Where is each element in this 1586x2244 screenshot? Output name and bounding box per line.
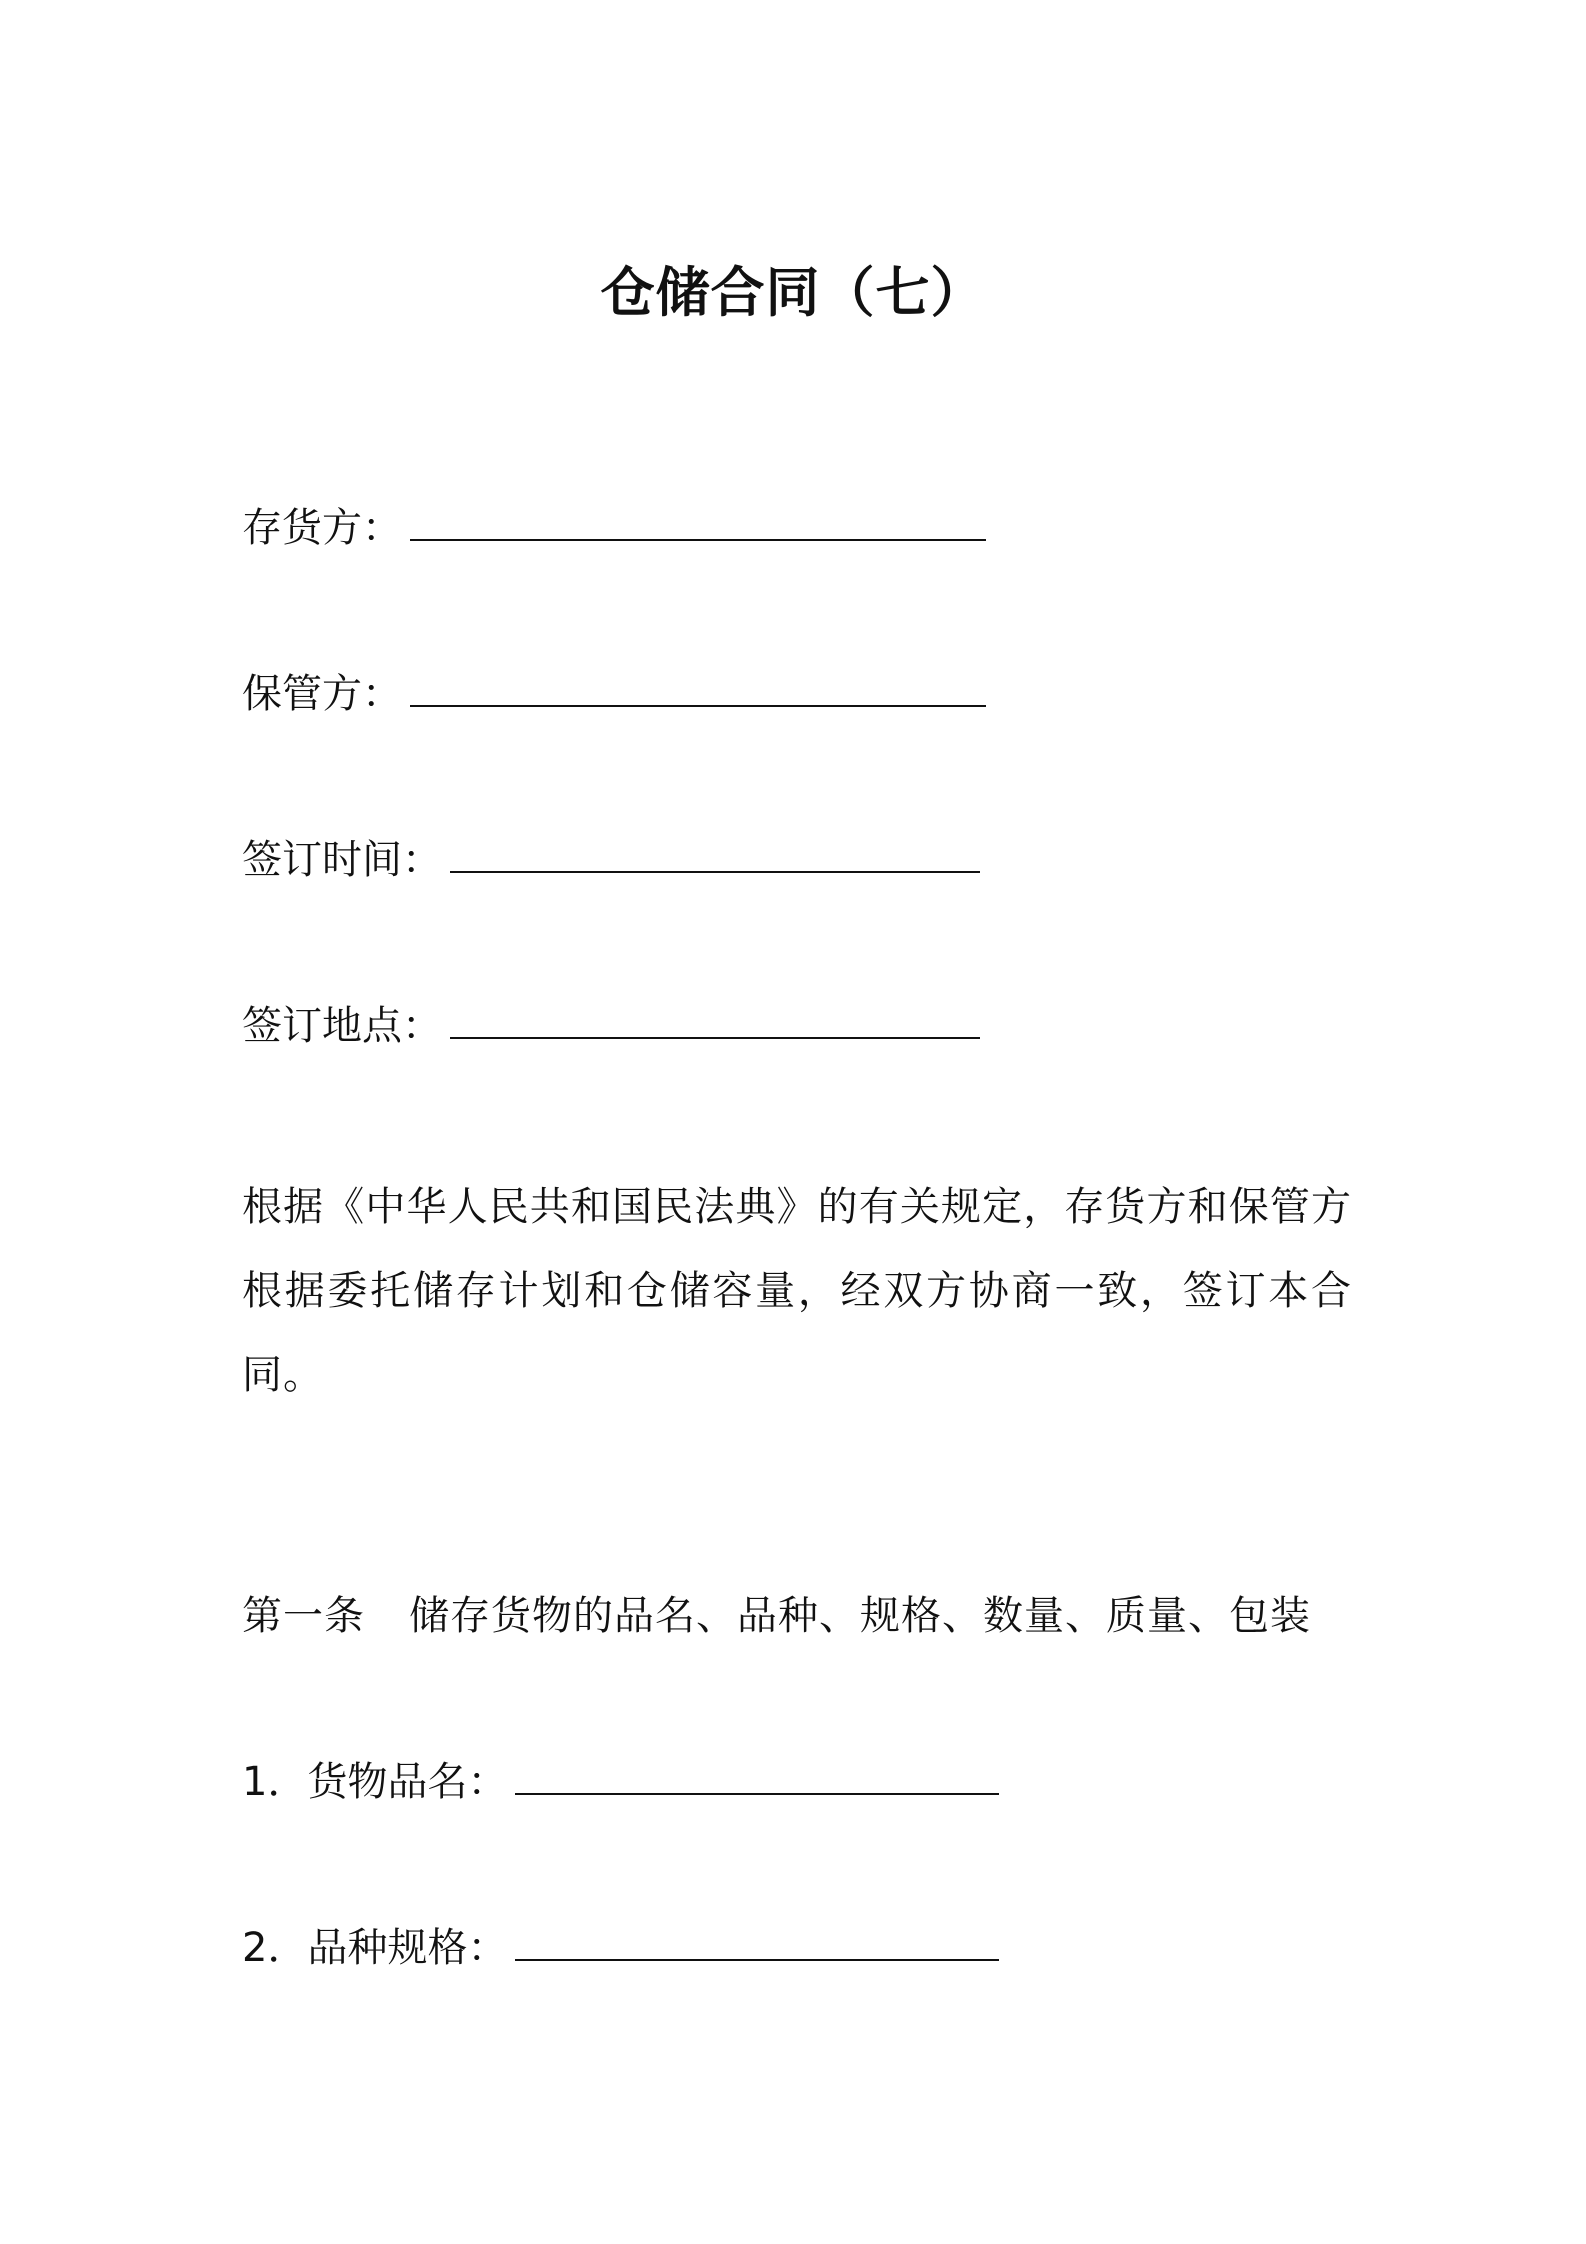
item-variety-spec-label: 2．品种规格：: [242, 1925, 508, 1971]
item-goods-name: [242, 1754, 999, 1810]
field-signing-place-blank[interactable]: [450, 1001, 980, 1039]
field-depositor-blank[interactable]: [410, 503, 986, 541]
field-custodian-blank[interactable]: [410, 669, 986, 707]
item-variety-spec: [242, 1920, 999, 1976]
article-1-number: 第一条: [242, 1593, 365, 1639]
item-goods-name-blank[interactable]: [515, 1757, 999, 1795]
item-goods-name-label: 1．货物品名：: [242, 1759, 508, 1805]
field-signing-place: [242, 998, 980, 1054]
field-signing-time: [242, 832, 980, 888]
field-signing-time-label: 签订时间：: [242, 837, 442, 883]
field-custodian: [242, 666, 986, 722]
document-title: 仓储合同（七）: [600, 261, 986, 324]
field-depositor-label: 存货方：: [242, 505, 402, 551]
article-1-title: 储存货物的品名、品种、规格、数量、质量、包装: [409, 1593, 1311, 1639]
preamble-paragraph: 根据《中华人民共和国民法典》的有关规定，存货方和保管方根据委托储存计划和仓储容量，经双方协商一致，签订本合同。: [242, 1184, 1352, 1398]
field-signing-time-blank[interactable]: [450, 835, 980, 873]
item-variety-spec-blank[interactable]: [515, 1923, 999, 1961]
article-1-heading: [242, 1588, 1311, 1644]
field-custodian-label: 保管方：: [242, 671, 402, 717]
field-depositor: [242, 500, 986, 556]
field-signing-place-label: 签订地点：: [242, 1003, 442, 1049]
